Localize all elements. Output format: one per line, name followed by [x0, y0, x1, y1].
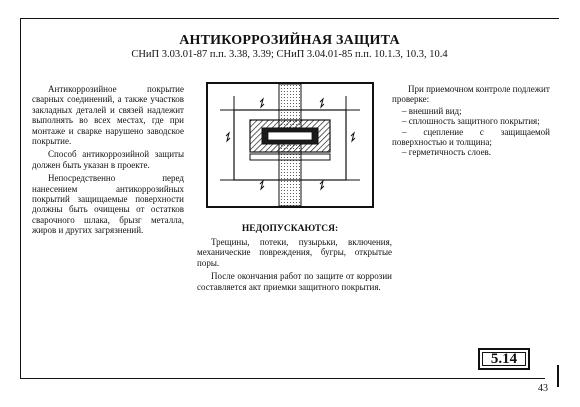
- prohibited-text: [197, 237, 392, 295]
- frame-top-rule: [20, 18, 559, 19]
- control-item: – внешний вид;: [402, 105, 462, 116]
- control-intro: При приемочном контроле подлежит проверке:: [392, 84, 550, 105]
- right-column: [392, 84, 550, 158]
- control-item: – сплошность защитного покрытия;: [402, 116, 540, 127]
- sheet-number-badge: 5.14: [478, 348, 530, 370]
- joint-diagram: [206, 82, 374, 208]
- left-paragraph: Непосредственно перед нанесением антикоррозийных покрытий защищаемые поверхности должны быть очищены от остатков сварочного шлака, брызг металла, жиров и других загрязнений.: [32, 173, 184, 236]
- frame-left-rule: [20, 18, 21, 378]
- frame-bottom-rule: [20, 378, 545, 379]
- left-column: [32, 84, 184, 239]
- left-paragraph: Способ антикоррозийной защиты должен быть указан в проекте.: [32, 149, 184, 170]
- frame-right-rule: [557, 365, 559, 387]
- prohibited-paragraph: Трещины, потеки, пузырьки, включения, механические повреждения, бугры, открытые поры.: [197, 237, 392, 268]
- control-item: – сцепление с защищаемой поверхностью и толщина;: [392, 126, 550, 148]
- prohibited-heading: НЕДОПУСКАЮТСЯ:: [241, 224, 339, 234]
- prohibited-paragraph: После окончания работ по защите от коррозии составляется акт приемки защитного покрытия.: [197, 271, 392, 292]
- page-number: 43: [538, 383, 548, 394]
- left-paragraph: Антикоррозийное покрытие сварных соединений, а также участков закладных деталей и связей надлежит выполнять во всех местах, где при монтаже и сварке нарушено заводское покрытие.: [32, 84, 184, 147]
- control-item: – герметичность слоев.: [402, 147, 492, 158]
- welded-joint-cross-section-icon: [208, 84, 372, 206]
- page-subtitle: СНиП 3.03.01-87 п.п. 3.38, 3.39; СНиП 3.04.01-85 п.п. 10.1.3, 10.3, 10.4: [131, 49, 448, 60]
- page-title: АНТИКОРРОЗИЙНАЯ ЗАЩИТА: [179, 33, 400, 48]
